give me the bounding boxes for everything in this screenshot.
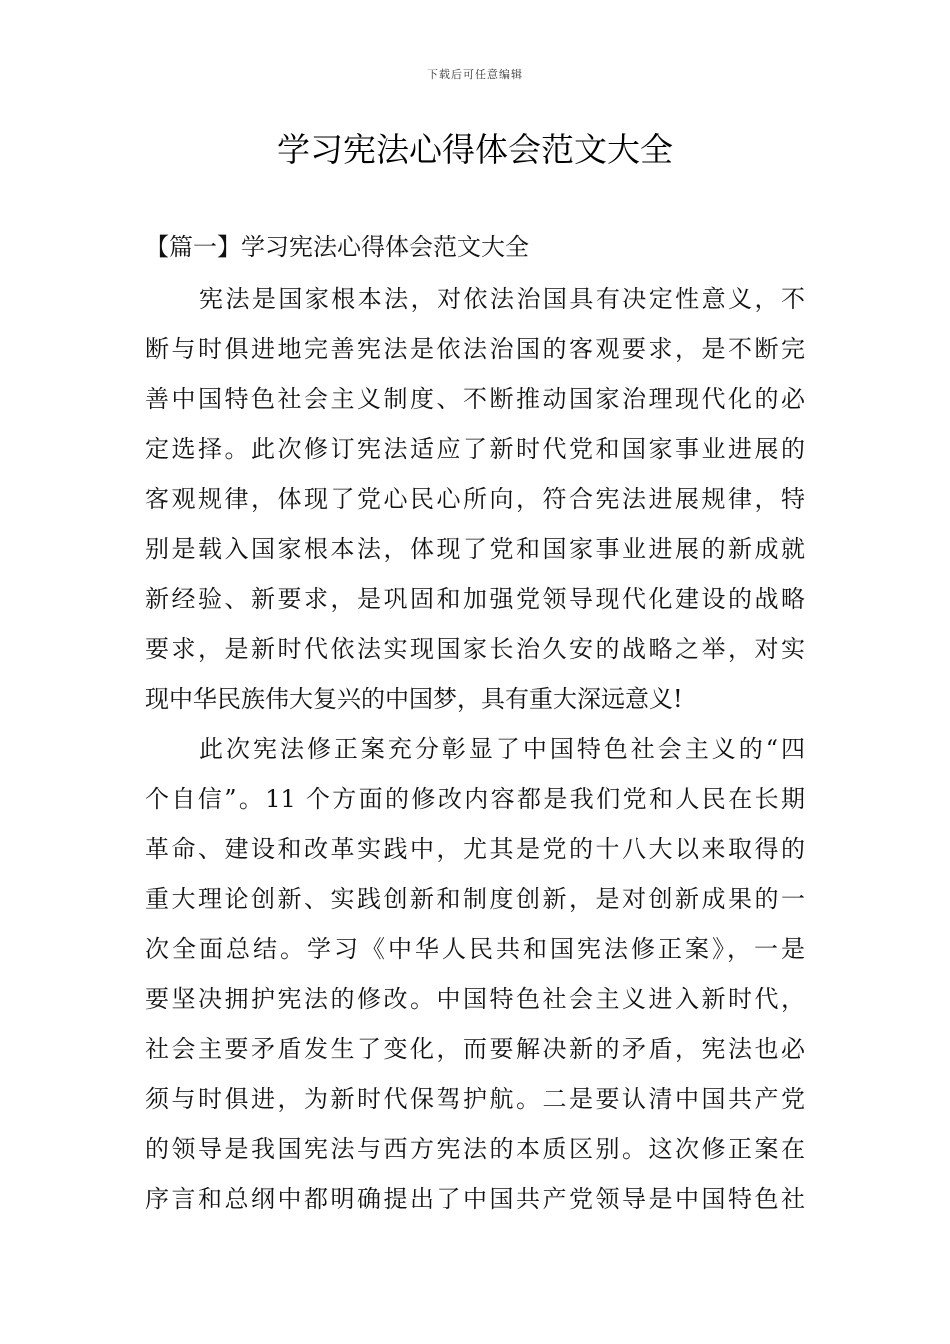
- paragraph-line: 新经验、新要求，是巩固和加强党领导现代化建设的战略: [145, 585, 805, 613]
- paragraph-line: 革命、建设和改革实践中，尤其是党的十八大以来取得的: [145, 835, 805, 863]
- paragraph-line: 的领导是我国宪法与西方宪法的本质区别。这次修正案在: [145, 1135, 805, 1163]
- paragraph-line: 客观规律，体现了党心民心所向，符合宪法进展规律，特: [145, 485, 805, 513]
- paragraph-line: 序言和总纲中都明确提出了中国共产党领导是中国特色社: [145, 1185, 805, 1213]
- paragraph-line: 此次宪法修正案充分彰显了中国特色社会主义的“四: [199, 735, 805, 763]
- paragraph-line: 宪法是国家根本法，对依法治国具有决定性意义，不: [199, 285, 805, 313]
- paragraph-line: 定选择。此次修订宪法适应了新时代党和国家事业进展的: [145, 435, 805, 463]
- paragraph-line: 次全面总结。学习《中华人民共和国宪法修正案》，一是: [145, 935, 805, 963]
- paragraph-2: [145, 724, 805, 1224]
- section-heading: 【篇一】学习宪法心得体会范文大全: [145, 233, 529, 261]
- document-title: 学习宪法心得体会范文大全: [277, 130, 673, 169]
- paragraph-line: 别是载入国家根本法，体现了党和国家事业进展的新成就: [145, 535, 805, 563]
- paragraph-line: 重大理论创新、实践创新和制度创新，是对创新成果的一: [145, 885, 805, 913]
- paragraph-line: 社会主要矛盾发生了变化，而要解决新的矛盾，宪法也必: [145, 1035, 805, 1063]
- paragraph-line: 断与时俱进地完善宪法是依法治国的客观要求，是不断完: [145, 335, 805, 363]
- body-text: [145, 274, 805, 1224]
- header-note: 下载后可任意编辑: [427, 68, 523, 81]
- paragraph-line: 要坚决拥护宪法的修改。中国特色社会主义进入新时代，: [145, 985, 805, 1013]
- paragraph-line: 善中国特色社会主义制度、不断推动国家治理现代化的必: [145, 385, 805, 413]
- paragraph-1: [145, 274, 805, 724]
- paragraph-line: 现中华民族伟大复兴的中国梦，具有重大深远意义!: [145, 685, 683, 713]
- paragraph-line: 须与时俱进，为新时代保驾护航。二是要认清中国共产党: [145, 1085, 805, 1113]
- paragraph-line: 要求，是新时代依法实现国家长治久安的战略之举，对实: [145, 635, 805, 663]
- paragraph-line: 个自信”。11 个方面的修改内容都是我们党和人民在长期: [145, 785, 805, 813]
